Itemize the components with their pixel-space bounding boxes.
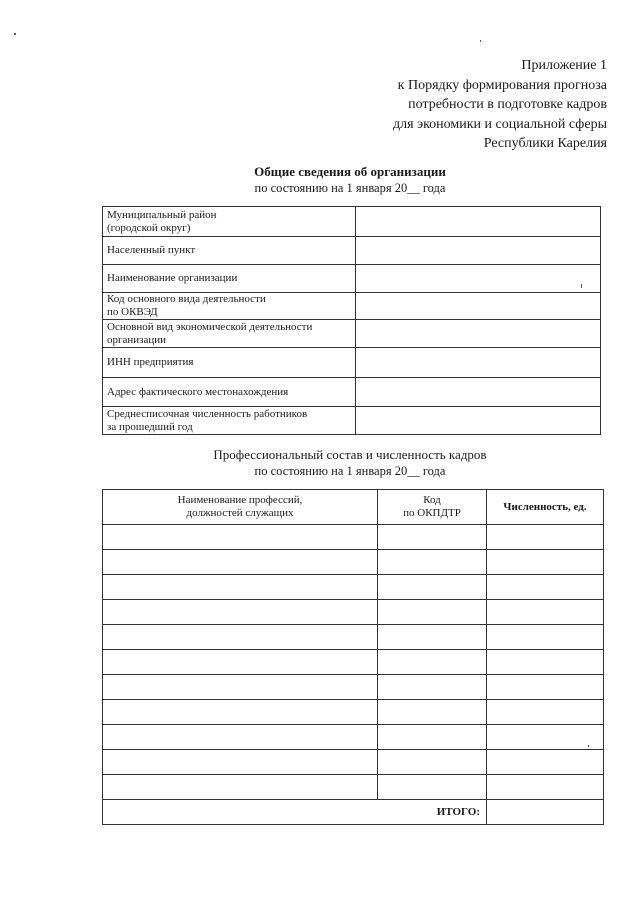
row-value-cell[interactable] [356, 348, 601, 378]
profession-cell[interactable] [103, 650, 378, 675]
count-cell[interactable] [487, 600, 604, 625]
table-row [103, 378, 601, 407]
table-row [103, 625, 604, 650]
table-row [103, 237, 601, 265]
row-value-cell[interactable] [356, 207, 601, 237]
table-row [103, 575, 604, 600]
professional-table-body [103, 525, 604, 825]
table-row [103, 207, 601, 237]
table-row [103, 320, 601, 348]
appendix-line: Республики Карелия [483, 136, 607, 151]
table-row [103, 265, 601, 293]
code-cell[interactable] [378, 675, 487, 700]
count-cell[interactable] [487, 625, 604, 650]
scan-speck [581, 284, 582, 288]
profession-cell[interactable] [103, 550, 378, 575]
code-cell[interactable] [378, 650, 487, 675]
profession-cell[interactable] [103, 725, 378, 750]
professional-table [102, 489, 604, 825]
row-label: Адрес фактического местонахождения [103, 378, 356, 407]
appendix-note [393, 56, 607, 154]
row-label: Наименование организации [103, 265, 356, 293]
row-label: Населенный пункт [103, 237, 356, 265]
table-row [103, 675, 604, 700]
table-row [103, 407, 601, 435]
scan-speck [588, 745, 589, 747]
count-cell[interactable] [487, 575, 604, 600]
code-cell[interactable] [378, 700, 487, 725]
total-label: ИТОГО: [103, 800, 487, 825]
appendix-line: потребности в подготовке кадров [408, 97, 607, 112]
table-row [103, 650, 604, 675]
row-value-cell[interactable] [356, 265, 601, 293]
row-value-cell[interactable] [356, 320, 601, 348]
row-label: ИНН предприятия [103, 348, 356, 378]
profession-cell[interactable] [103, 775, 378, 800]
table-row [103, 348, 601, 378]
table-row-total [103, 800, 604, 825]
professional-section-subtitle: по состоянию на 1 января 20__ года [254, 464, 446, 478]
table-row [103, 775, 604, 800]
count-cell[interactable] [487, 525, 604, 550]
row-value-cell[interactable] [356, 237, 601, 265]
code-cell[interactable] [378, 575, 487, 600]
table-row [103, 750, 604, 775]
row-label: Основной вид экономической деятельности организации [103, 320, 356, 348]
row-label: Код основного вида деятельности по ОКВЭД [103, 293, 356, 320]
table-row [103, 550, 604, 575]
profession-cell[interactable] [103, 600, 378, 625]
count-cell[interactable] [487, 775, 604, 800]
table-row [103, 293, 601, 320]
profession-cell[interactable] [103, 625, 378, 650]
general-section-subtitle: по состоянию на 1 января 20__ года [254, 181, 446, 195]
count-cell[interactable] [487, 650, 604, 675]
row-value-cell[interactable] [356, 378, 601, 407]
code-cell[interactable] [378, 750, 487, 775]
profession-cell[interactable] [103, 750, 378, 775]
count-cell[interactable] [487, 750, 604, 775]
professional-section-header [150, 446, 550, 479]
count-cell[interactable] [487, 550, 604, 575]
scan-speck [480, 40, 481, 42]
code-cell[interactable] [378, 725, 487, 750]
profession-cell[interactable] [103, 675, 378, 700]
row-value-cell[interactable] [356, 293, 601, 320]
profession-cell[interactable] [103, 575, 378, 600]
total-value-cell[interactable] [487, 800, 604, 825]
code-cell[interactable] [378, 625, 487, 650]
row-label: Муниципальный район (городской округ) [103, 207, 356, 237]
count-cell[interactable] [487, 675, 604, 700]
code-cell[interactable] [378, 525, 487, 550]
table-row [103, 725, 604, 750]
code-cell[interactable] [378, 775, 487, 800]
column-header-count: Численность, ед. [487, 490, 604, 525]
profession-cell[interactable] [103, 700, 378, 725]
table-header-row [103, 490, 604, 525]
profession-cell[interactable] [103, 525, 378, 550]
professional-section-title: Профессиональный состав и численность кадров [213, 447, 487, 462]
column-header-profession: Наименование профессий, должностей служащих [103, 490, 378, 525]
scan-speck [14, 33, 16, 35]
count-cell[interactable] [487, 700, 604, 725]
table-row [103, 600, 604, 625]
table-row [103, 700, 604, 725]
appendix-line: к Порядку формирования прогноза [397, 77, 607, 93]
code-cell[interactable] [378, 600, 487, 625]
count-cell[interactable] [487, 725, 604, 750]
row-value-cell[interactable] [356, 407, 601, 435]
row-label: Среднесписочная численность работников за прошедший год [103, 407, 356, 435]
column-header-code: Код по ОКПДТР [378, 490, 487, 525]
general-info-table [102, 206, 601, 435]
table-row [103, 525, 604, 550]
general-section-header [150, 163, 550, 196]
appendix-line: Приложение 1 [521, 58, 607, 73]
appendix-line: для экономики и социальной сферы [393, 116, 607, 132]
general-section-title: Общие сведения об организации [254, 164, 446, 179]
code-cell[interactable] [378, 550, 487, 575]
